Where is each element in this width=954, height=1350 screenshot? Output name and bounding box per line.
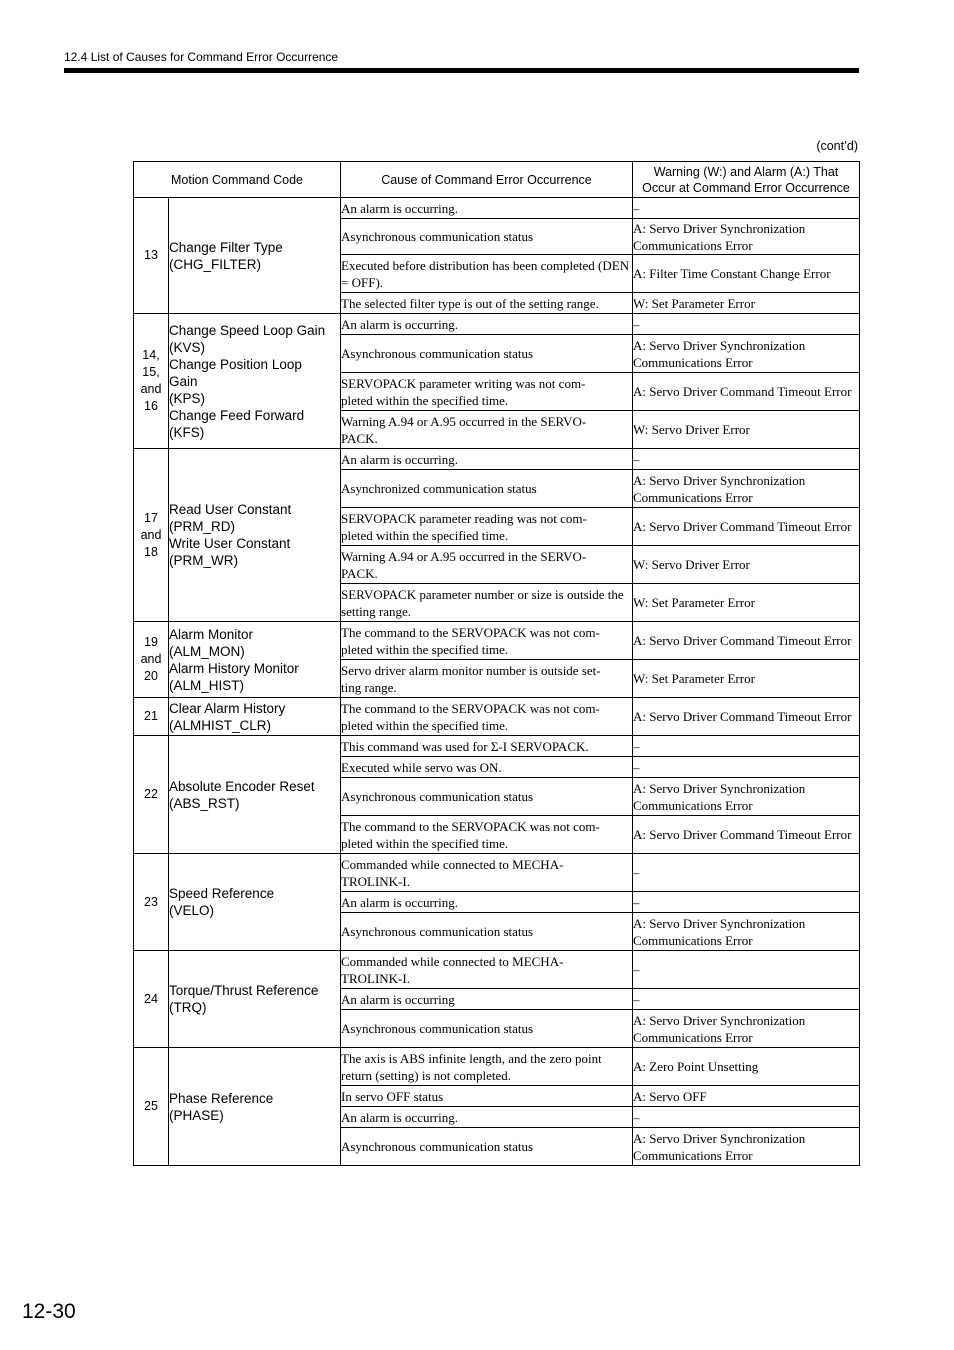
warning-alarm-cell: W: Set Parameter Error [633, 293, 860, 314]
table-body [134, 198, 860, 1166]
cause-cell: An alarm is occurring. [341, 198, 633, 219]
warning-alarm-cell: A: Servo Driver Synchronization Communications Error [633, 470, 860, 508]
warning-alarm-cell: A: Servo Driver Synchronization Communications Error [633, 1128, 860, 1166]
command-code-cell: 14, 15, and 16 [134, 314, 169, 449]
warning-alarm-cell: W: Set Parameter Error [633, 660, 860, 698]
cause-cell: This command was used for Σ-I SERVOPACK. [341, 736, 633, 757]
table-row [134, 854, 860, 892]
warning-alarm-cell: – [633, 892, 860, 913]
warning-alarm-cell: – [633, 449, 860, 470]
command-code-cell: 25 [134, 1048, 169, 1166]
command-code-cell: 23 [134, 854, 169, 951]
cause-cell: In servo OFF status [341, 1086, 633, 1107]
cause-cell: Asynchronous communication status [341, 1128, 633, 1166]
continued-label: (cont’d) [816, 139, 858, 153]
cause-cell: The selected filter type is out of the setting range. [341, 293, 633, 314]
cause-cell: Commanded while connected to MECHA- TROLINK-I. [341, 951, 633, 989]
table-row [134, 622, 860, 660]
warning-alarm-cell: – [633, 757, 860, 778]
warning-alarm-cell: – [633, 1107, 860, 1128]
warning-alarm-cell: A: Servo Driver Synchronization Communications Error [633, 913, 860, 951]
header-motion-command-code: Motion Command Code [134, 162, 341, 198]
command-code-cell: 19 and 20 [134, 622, 169, 698]
cause-cell: Executed before distribution has been completed (DEN = OFF). [341, 255, 633, 293]
cause-cell: An alarm is occurring [341, 989, 633, 1010]
command-code-cell: 22 [134, 736, 169, 854]
cause-cell: An alarm is occurring. [341, 314, 633, 335]
warning-alarm-cell: A: Servo Driver Synchronization Communications Error [633, 1010, 860, 1048]
command-name-cell: Alarm Monitor (ALM_MON) Alarm History Monitor (ALM_HIST) [169, 622, 341, 698]
section-header: 12.4 List of Causes for Command Error Occurrence [64, 50, 339, 64]
cause-cell: The command to the SERVOPACK was not com- pleted within the specified time. [341, 698, 633, 736]
warning-alarm-cell: A: Servo Driver Command Timeout Error [633, 373, 860, 411]
cause-cell: SERVOPACK parameter number or size is outside the setting range. [341, 584, 633, 622]
cause-cell: An alarm is occurring. [341, 892, 633, 913]
cause-cell: Warning A.94 or A.95 occurred in the SERVO- PACK. [341, 546, 633, 584]
command-error-table [133, 161, 860, 1166]
command-name-cell: Phase Reference (PHASE) [169, 1048, 341, 1166]
warning-alarm-cell: A: Servo Driver Command Timeout Error [633, 816, 860, 854]
warning-alarm-cell: A: Servo OFF [633, 1086, 860, 1107]
cause-cell: Commanded while connected to MECHA- TROLINK-I. [341, 854, 633, 892]
warning-alarm-cell: – [633, 989, 860, 1010]
cause-cell: Warning A.94 or A.95 occurred in the SERVO- PACK. [341, 411, 633, 449]
warning-alarm-cell: – [633, 854, 860, 892]
warning-alarm-cell: A: Servo Driver Command Timeout Error [633, 622, 860, 660]
command-name-cell: Speed Reference (VELO) [169, 854, 341, 951]
command-code-cell: 17 and 18 [134, 449, 169, 622]
warning-alarm-cell: – [633, 198, 860, 219]
table-row [134, 698, 860, 736]
table-row [134, 1048, 860, 1086]
cause-cell: Asynchronous communication status [341, 1010, 633, 1048]
warning-alarm-cell: W: Set Parameter Error [633, 584, 860, 622]
warning-alarm-cell: W: Servo Driver Error [633, 411, 860, 449]
table-row [134, 198, 860, 219]
warning-alarm-cell: A: Servo Driver Synchronization Communications Error [633, 219, 860, 255]
warning-alarm-cell: A: Zero Point Unsetting [633, 1048, 860, 1086]
warning-alarm-cell: – [633, 314, 860, 335]
command-name-cell: Change Filter Type (CHG_FILTER) [169, 198, 341, 314]
warning-alarm-cell: A: Servo Driver Command Timeout Error [633, 508, 860, 546]
cause-cell: Asynchronized communication status [341, 470, 633, 508]
cause-cell: Executed while servo was ON. [341, 757, 633, 778]
cause-cell: Asynchronous communication status [341, 335, 633, 373]
table-row [134, 736, 860, 757]
warning-alarm-cell: – [633, 951, 860, 989]
command-name-cell: Clear Alarm History (ALMHIST_CLR) [169, 698, 341, 736]
page-number: 12-30 [22, 1300, 76, 1323]
cause-cell: Servo driver alarm monitor number is outside set- ting range. [341, 660, 633, 698]
command-name-cell: Torque/Thrust Reference (TRQ) [169, 951, 341, 1048]
warning-alarm-cell: A: Servo Driver Command Timeout Error [633, 698, 860, 736]
cause-cell: SERVOPACK parameter reading was not com- pleted within the specified time. [341, 508, 633, 546]
command-code-cell: 24 [134, 951, 169, 1048]
table-row [134, 314, 860, 335]
warning-alarm-cell: A: Servo Driver Synchronization Communications Error [633, 335, 860, 373]
warning-alarm-cell: W: Servo Driver Error [633, 546, 860, 584]
warning-alarm-cell: A: Servo Driver Synchronization Communications Error [633, 778, 860, 816]
header-warning-alarm: Warning (W:) and Alarm (A:) That Occur at Command Error Occurrence [633, 162, 860, 198]
table-header-row [134, 162, 860, 198]
warning-alarm-cell: A: Filter Time Constant Change Error [633, 255, 860, 293]
cause-cell: The command to the SERVOPACK was not com- pleted within the specified time. [341, 816, 633, 854]
cause-cell: The command to the SERVOPACK was not com- pleted within the specified time. [341, 622, 633, 660]
warning-alarm-cell: – [633, 736, 860, 757]
cause-cell: An alarm is occurring. [341, 1107, 633, 1128]
cause-cell: The axis is ABS infinite length, and the zero point return (setting) is not completed. [341, 1048, 633, 1086]
header-rule [64, 68, 859, 73]
command-code-cell: 21 [134, 698, 169, 736]
command-name-cell: Absolute Encoder Reset (ABS_RST) [169, 736, 341, 854]
command-name-cell: Change Speed Loop Gain (KVS) Change Position Loop Gain (KPS) Change Feed Forward (KFS) [169, 314, 341, 449]
command-name-cell: Read User Constant (PRM_RD) Write User Constant (PRM_WR) [169, 449, 341, 622]
cause-cell: Asynchronous communication status [341, 778, 633, 816]
header-cause: Cause of Command Error Occurrence [341, 162, 633, 198]
table-row [134, 951, 860, 989]
cause-cell: An alarm is occurring. [341, 449, 633, 470]
command-code-cell: 13 [134, 198, 169, 314]
cause-cell: Asynchronous communication status [341, 219, 633, 255]
table-row [134, 449, 860, 470]
cause-cell: Asynchronous communication status [341, 913, 633, 951]
cause-cell: SERVOPACK parameter writing was not com- pleted within the specified time. [341, 373, 633, 411]
